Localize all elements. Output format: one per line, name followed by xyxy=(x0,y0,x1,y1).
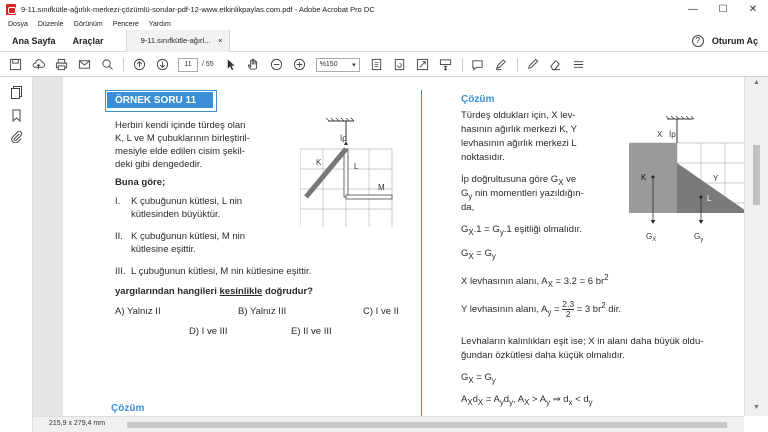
problem-line-3: mesiyle elde edilen cisim şekil- xyxy=(115,146,245,157)
column-divider xyxy=(421,90,422,416)
eq1-mid: .1 = G xyxy=(473,224,500,235)
horizontal-scroll-thumb[interactable] xyxy=(127,422,727,428)
window-title: 9-11.sınıfkütle-ağırlık-merkezi-çözümlü-sorular-pdf-12-www.etkinlikpaylas.com.pdf - Adobe Acrobat Pro DC xyxy=(21,4,375,14)
option-2-line-1: K çubuğunun kütlesi, M nin xyxy=(131,231,246,242)
buna-gore: Buna göre; xyxy=(115,177,166,188)
area-y-value: = 3 br xyxy=(574,304,602,316)
eq3-sub-y: y xyxy=(491,375,496,385)
select-cursor-icon[interactable] xyxy=(224,58,238,72)
zoom-value: %150 xyxy=(319,61,338,68)
sub-x: X xyxy=(558,177,564,187)
figure-label-gx xyxy=(646,232,656,243)
option-1-line-2: kütlesinden büyüktür. xyxy=(131,209,221,220)
toolbar-separator-3 xyxy=(517,58,518,72)
gy-g: G xyxy=(694,232,701,241)
eq4-sub-7: x xyxy=(568,397,573,407)
zoom-out-icon[interactable] xyxy=(270,58,284,72)
equation-3 xyxy=(461,371,496,387)
eq4-sub-8: y xyxy=(588,397,593,407)
tab-document-label: 9-11.sınıfkütle-ağırl... xyxy=(140,36,211,45)
eq4-gt: > A xyxy=(529,394,547,405)
problem-line-2: K, L ve M çubuklarının birleştiril- xyxy=(115,133,250,144)
gy-sub: y xyxy=(700,237,704,243)
eq4-implies: ⇒ d xyxy=(550,394,569,405)
search-icon[interactable] xyxy=(100,58,114,72)
eq2-sub-y: y xyxy=(491,251,496,261)
eq1-sub-x: X xyxy=(468,227,474,237)
tab-bar xyxy=(0,30,768,52)
option-1-number: I. xyxy=(115,196,121,207)
comment-icon[interactable] xyxy=(471,58,485,72)
eq3-mid: = G xyxy=(473,372,492,383)
figure-label-l-right: L xyxy=(707,194,712,203)
area-y-eq: = xyxy=(551,304,563,316)
eq4-eq: = A xyxy=(483,394,500,405)
more-tools-icon[interactable] xyxy=(572,58,586,72)
email-icon[interactable] xyxy=(77,58,91,72)
eq4-sub-1: X xyxy=(467,397,473,407)
title-bar xyxy=(0,0,768,18)
toolbar xyxy=(0,53,768,77)
equation-1 xyxy=(461,223,582,239)
question-emphasis: kesinlikle xyxy=(219,286,263,297)
page-number-input[interactable]: 11 xyxy=(178,58,198,72)
option-3-line: L çubuğunun kütlesi, M nin kütlesine eşittir. xyxy=(131,266,312,277)
close-button[interactable]: ✕ xyxy=(748,3,758,15)
sub-y: y xyxy=(468,191,473,201)
eq1-sub-y: y xyxy=(499,227,504,237)
page-size-label: 215,9 x 279,4 mm xyxy=(49,420,106,427)
solution-line-6 xyxy=(461,187,584,203)
zoom-in-icon[interactable] xyxy=(293,58,307,72)
attachment-icon[interactable] xyxy=(10,130,23,143)
print-icon[interactable] xyxy=(54,58,68,72)
save-icon[interactable] xyxy=(8,58,22,72)
bottom-solution-heading: Çözüm xyxy=(111,403,145,414)
option-3-number: III. xyxy=(115,266,126,277)
eq4-sub-2: X xyxy=(477,397,484,407)
eq3-g: G xyxy=(461,372,469,383)
eq4-comma: , A xyxy=(513,394,525,405)
menu-bar xyxy=(0,18,768,30)
solution-heading: Çözüm xyxy=(461,94,495,105)
previous-page-icon[interactable] xyxy=(132,58,146,72)
solution-line-7: da, xyxy=(461,202,475,213)
option-2-line-2: kütlesine eşittir. xyxy=(131,244,196,255)
page-thumbnails-icon[interactable] xyxy=(10,86,23,99)
area-x-text: X levhasının alanı, A xyxy=(461,276,548,288)
sign-in-button[interactable]: Oturum Aç xyxy=(711,35,758,46)
solution-line-5-text: İp doğrultusuna göre G xyxy=(461,174,559,185)
eq1-tail: .1 eşitliği olmalıdır. xyxy=(503,224,582,235)
area-y xyxy=(461,299,621,319)
figure-label-k: K xyxy=(316,158,322,167)
eq2-sub-x: X xyxy=(468,251,474,261)
eq4-sub-4: y xyxy=(509,397,514,407)
fraction-numerator: 2.3 xyxy=(562,299,575,310)
example-heading: ÖRNEK SORU 11 xyxy=(107,92,213,108)
maximize-button[interactable]: ☐ xyxy=(718,3,728,15)
tab-close-icon[interactable]: × xyxy=(218,36,223,45)
scroll-down-icon[interactable]: ▼ xyxy=(753,404,760,411)
option-2-number: II. xyxy=(115,231,123,242)
eq4-sub-5: X xyxy=(524,397,530,407)
answer-d: D) I ve III xyxy=(189,326,228,337)
pdf-page xyxy=(63,77,744,416)
eq4-sub-3: y xyxy=(499,397,504,407)
figure-label-ip-right: İp xyxy=(669,130,676,139)
plates-figure xyxy=(629,115,744,243)
vertical-scroll-thumb[interactable] xyxy=(753,145,760,205)
figure-label-ip: İp xyxy=(340,134,347,143)
bookmark-icon[interactable] xyxy=(10,109,23,122)
rotate-icon[interactable] xyxy=(393,58,407,72)
solution-line-6-tail: nin momentleri yazıldığın- xyxy=(472,188,584,199)
horizontal-scrollbar[interactable] xyxy=(33,416,744,432)
area-y-sup: 2 xyxy=(601,301,606,310)
vertical-scrollbar[interactable] xyxy=(744,77,768,416)
eq4-sub-6: y xyxy=(546,397,551,407)
menu-view[interactable]: Görünüm xyxy=(73,20,103,28)
tab-document[interactable] xyxy=(126,30,230,52)
question-part-3: doğrudur? xyxy=(262,286,313,297)
solution-line-6-text: G xyxy=(461,188,469,199)
menu-edit[interactable]: Düzenle xyxy=(37,20,64,28)
tab-tools[interactable]: Araçlar xyxy=(72,35,104,46)
solution-line-5-tail: ve xyxy=(563,174,577,185)
area-y-unit: dir. xyxy=(605,304,621,316)
help-icon[interactable]: ? xyxy=(692,35,704,47)
area-x xyxy=(461,271,609,291)
upload-cloud-icon[interactable] xyxy=(31,58,45,72)
problem-line-4: deki gibi dengededir. xyxy=(115,159,203,170)
zoom-select[interactable] xyxy=(316,58,360,72)
question-line xyxy=(115,285,313,298)
toolbar-separator-2 xyxy=(462,58,463,72)
problem-line-1: Herbiri kendi içinde türdeş olan xyxy=(115,120,246,131)
highlight-icon[interactable] xyxy=(494,58,508,72)
toolbar-separator xyxy=(123,58,124,72)
figure-label-l: L xyxy=(354,162,359,171)
gx-sub: X xyxy=(652,237,657,243)
area-y-sub: y xyxy=(547,308,552,318)
area-y-fraction xyxy=(562,300,574,319)
tab-home[interactable]: Ana Sayfa xyxy=(12,35,56,46)
solution-line-3: levhasının ağırlık merkezi L xyxy=(461,138,577,149)
eq4-d2: d xyxy=(503,394,510,405)
navigation-pane xyxy=(0,77,33,432)
answer-e: E) II ve III xyxy=(291,326,332,337)
eq1-g: G xyxy=(461,224,469,235)
gx-g: G xyxy=(646,232,653,241)
minimize-button[interactable]: — xyxy=(688,3,698,15)
area-x-value: = 3.2 = 6 br xyxy=(552,276,605,288)
figure-label-m: M xyxy=(378,183,385,192)
menu-help[interactable]: Yardım xyxy=(148,20,171,28)
option-1-line-1: K çubuğunun kütlesi, L nin xyxy=(131,196,243,207)
eq3-sub-x: X xyxy=(468,375,474,385)
scroll-up-icon[interactable]: ▲ xyxy=(753,79,760,86)
figure-label-k-right: K xyxy=(641,173,647,182)
area-x-sub: X xyxy=(547,280,553,290)
fit-page-icon[interactable] xyxy=(370,58,384,72)
eq2-g: G xyxy=(461,248,469,259)
fraction-denominator: 2 xyxy=(565,309,571,320)
solution-line-2: hasının ağırlık merkezi K, Y xyxy=(461,124,577,135)
menu-window[interactable]: Pencere xyxy=(112,20,139,28)
figure-label-gy xyxy=(694,232,703,243)
paragraph-2-line-1: Levhaların kalınlıkları eşit ise; X in alanı daha büyük oldu- xyxy=(461,336,704,347)
acrobat-app-icon xyxy=(6,4,16,15)
area-y-text: Y levhasının alanı, A xyxy=(461,304,548,316)
eq2-mid: = G xyxy=(473,248,492,259)
equation-4 xyxy=(461,393,593,409)
question-part-1: yargılarından hangileri xyxy=(115,286,220,297)
paragraph-2-line-2: ğundan özkütlesi daha küçük olmalıdır. xyxy=(461,350,625,361)
eraser-icon[interactable] xyxy=(549,58,563,72)
hand-tool-icon[interactable] xyxy=(247,58,261,72)
full-screen-icon[interactable] xyxy=(416,58,430,72)
next-page-icon[interactable] xyxy=(155,58,169,72)
rods-figure xyxy=(300,117,400,227)
pencil-icon[interactable] xyxy=(526,58,540,72)
eq4-a: A xyxy=(461,394,468,405)
figure-label-x: X xyxy=(657,130,663,139)
answer-b: B) Yalnız III xyxy=(238,306,287,317)
chevron-down-icon: ▾ xyxy=(352,61,356,69)
solution-line-1: Türdeş oldukları için, X lev- xyxy=(461,110,576,121)
document-view[interactable] xyxy=(33,77,744,416)
page-total: / 55 xyxy=(202,61,214,68)
eq4-lt: < d xyxy=(572,394,589,405)
eq4-d: d xyxy=(472,394,478,405)
area-x-sup: 2 xyxy=(604,273,609,282)
answer-a: A) Yalnız II xyxy=(115,306,161,317)
figure-label-y: Y xyxy=(713,174,719,183)
read-mode-icon[interactable] xyxy=(439,58,453,72)
menu-file[interactable]: Dosya xyxy=(8,20,28,28)
answer-c: C) I ve II xyxy=(363,306,399,317)
solution-line-4: noktasıdır. xyxy=(461,152,505,163)
equation-2 xyxy=(461,247,496,263)
